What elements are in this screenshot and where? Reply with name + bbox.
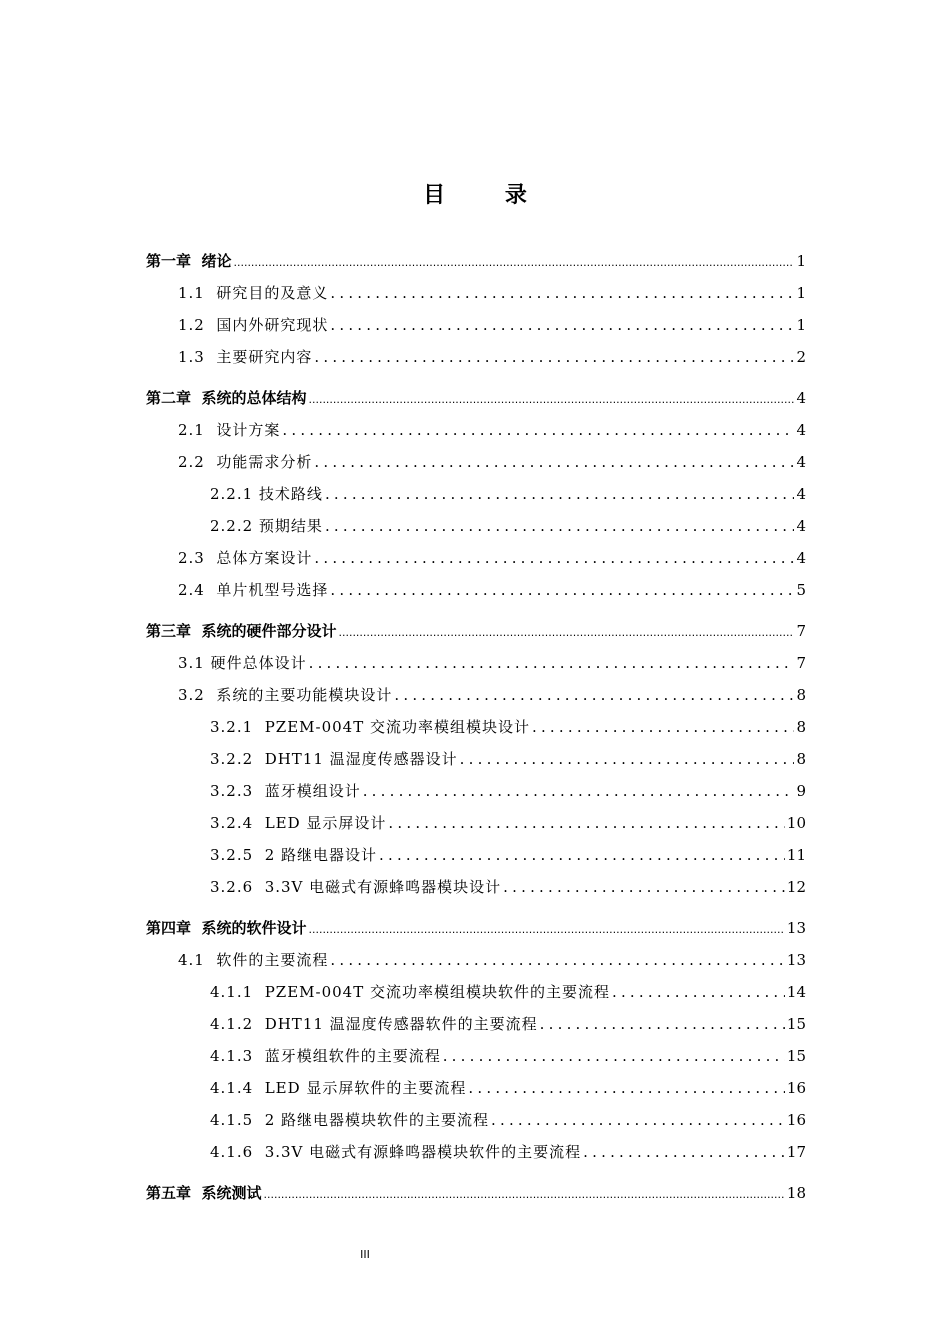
toc-dot-leader <box>394 679 794 711</box>
toc-entry-subsection[interactable] <box>146 839 806 871</box>
toc-entry-page-number: 2 <box>796 348 806 366</box>
toc-entry-title: 2.3 总体方案设计 <box>178 549 313 567</box>
toc-entry-title: 2.1 设计方案 <box>178 421 281 439</box>
toc-entry-title: 2.2.2 预期结果 <box>210 517 323 535</box>
toc-entry-page-number: 7 <box>796 622 806 640</box>
toc-entry-subsection[interactable] <box>146 478 806 510</box>
toc-entry-subsection[interactable] <box>146 743 806 775</box>
toc-entry-page-number: 1 <box>796 252 806 270</box>
toc-entry-chapter[interactable] <box>146 912 806 944</box>
toc-entry-page-number: 11 <box>786 846 806 864</box>
toc-entry-title: 2.2.1 技术路线 <box>210 485 323 503</box>
toc-dot-leader <box>330 574 794 606</box>
toc-entry-title: 4.1.1 PZEM-004T 交流功率模组模块软件的主要流程 <box>210 983 610 1001</box>
toc-dot-leader <box>338 615 794 649</box>
toc-entry-section[interactable] <box>146 944 806 976</box>
toc-entry-page-number: 9 <box>796 782 806 800</box>
toc-entry-section[interactable] <box>146 574 806 606</box>
toc-entry-section[interactable] <box>146 446 806 478</box>
toc-entry-subsection[interactable] <box>146 976 806 1008</box>
toc-dot-leader <box>612 976 785 1008</box>
toc-entry-page-number: 17 <box>786 1143 806 1161</box>
toc-entry-page-number: 15 <box>786 1047 806 1065</box>
toc-dot-leader <box>308 912 784 946</box>
toc-entry-page-number: 15 <box>786 1015 806 1033</box>
toc-entry-page-number: 14 <box>786 983 806 1001</box>
toc-entry-subsection[interactable] <box>146 1072 806 1104</box>
toc-entry-page-number: 10 <box>786 814 806 832</box>
toc-dot-leader <box>233 245 794 279</box>
toc-entry-chapter[interactable] <box>146 615 806 647</box>
toc-dot-leader <box>263 1177 784 1211</box>
toc-dot-leader <box>491 1104 785 1136</box>
toc-entry-title: 3.2 系统的主要功能模块设计 <box>178 686 393 704</box>
toc-entry-title: 3.2.4 LED 显示屏设计 <box>210 814 387 832</box>
toc-entry-section[interactable] <box>146 679 806 711</box>
toc-dot-leader <box>330 277 794 309</box>
toc-entry-title: 第一章 绪论 <box>146 252 232 270</box>
toc-entry-title: 第二章 系统的总体结构 <box>146 389 307 407</box>
toc-dot-leader <box>443 1040 785 1072</box>
toc-entry-page-number: 7 <box>796 654 806 672</box>
toc-dot-leader <box>314 341 794 373</box>
toc-entry-title: 3.2.1 PZEM-004T 交流功率模组模块设计 <box>210 718 530 736</box>
toc-entry-title: 4.1 软件的主要流程 <box>178 951 329 969</box>
toc-entry-subsection[interactable] <box>146 711 806 743</box>
toc-dot-leader <box>460 743 795 775</box>
toc-entry-section[interactable] <box>146 341 806 373</box>
toc-dot-leader <box>503 871 785 903</box>
toc-entry-page-number: 1 <box>796 316 806 334</box>
toc-entry-subsection[interactable] <box>146 510 806 542</box>
toc-entry-page-number: 16 <box>786 1079 806 1097</box>
footer-page-number: III <box>360 1248 370 1261</box>
toc-entry-page-number: 13 <box>786 951 806 969</box>
toc-entry-title: 第三章 系统的硬件部分设计 <box>146 622 337 640</box>
toc-dot-leader <box>309 647 795 679</box>
toc-entry-title: 4.1.5 2 路继电器模块软件的主要流程 <box>210 1111 490 1129</box>
toc-entry-title: 1.1 研究目的及意义 <box>178 284 329 302</box>
toc-dot-leader <box>583 1136 785 1168</box>
toc-entry-page-number: 4 <box>796 485 806 503</box>
toc-dot-leader <box>330 944 785 976</box>
toc-entry-page-number: 8 <box>796 686 806 704</box>
toc-entry-page-number: 4 <box>796 389 806 407</box>
toc-dot-leader <box>330 309 794 341</box>
page-title: 目 录 <box>423 183 553 208</box>
toc-dot-leader <box>308 382 794 416</box>
toc-entry-page-number: 16 <box>786 1111 806 1129</box>
toc-dot-leader <box>363 775 795 807</box>
toc-entry-page-number: 8 <box>796 750 806 768</box>
toc-entry-chapter[interactable] <box>146 382 806 414</box>
toc-entry-subsection[interactable] <box>146 1136 806 1168</box>
toc-dot-leader <box>314 446 794 478</box>
toc-entry-title: 4.1.2 DHT11 温湿度传感器软件的主要流程 <box>210 1015 538 1033</box>
toc-entry-page-number: 12 <box>786 878 806 896</box>
toc-entry-title: 4.1.3 蓝牙模组软件的主要流程 <box>210 1047 441 1065</box>
toc-entry-title: 4.1.6 3.3V 电磁式有源蜂鸣器模块软件的主要流程 <box>210 1143 582 1161</box>
toc-entry-title: 3.1 硬件总体设计 <box>178 654 307 672</box>
toc-entry-subsection[interactable] <box>146 1008 806 1040</box>
toc-dot-leader <box>314 542 794 574</box>
toc-entry-subsection[interactable] <box>146 775 806 807</box>
toc-entry-title: 3.2.5 2 路继电器设计 <box>210 846 378 864</box>
toc-dot-leader <box>325 510 795 542</box>
toc-entry-title: 第五章 系统测试 <box>146 1184 262 1202</box>
toc-entry-page-number: 4 <box>796 517 806 535</box>
toc-dot-leader <box>388 807 784 839</box>
toc-entry-page-number: 4 <box>796 453 806 471</box>
toc-entry-subsection[interactable] <box>146 1040 806 1072</box>
toc-entry-section[interactable] <box>146 277 806 309</box>
toc-entry-page-number: 1 <box>796 284 806 302</box>
toc-entry-title: 1.3 主要研究内容 <box>178 348 313 366</box>
toc-entry-title: 第四章 系统的软件设计 <box>146 919 307 937</box>
toc-dot-leader <box>468 1072 784 1104</box>
toc-entry-page-number: 18 <box>786 1184 806 1202</box>
toc-entry-title: 2.4 单片机型号选择 <box>178 581 329 599</box>
toc-entry-title: 1.2 国内外研究现状 <box>178 316 329 334</box>
toc-entry-subsection[interactable] <box>146 871 806 903</box>
toc-entry-subsection[interactable] <box>146 807 806 839</box>
toc-entry-section[interactable] <box>146 647 806 679</box>
toc-dot-leader <box>532 711 794 743</box>
table-of-contents <box>146 245 806 1209</box>
toc-entry-page-number: 13 <box>786 919 806 937</box>
toc-entry-title: 3.2.3 蓝牙模组设计 <box>210 782 361 800</box>
toc-entry-chapter[interactable] <box>146 245 806 277</box>
toc-entry-subsection[interactable] <box>146 1104 806 1136</box>
toc-dot-leader <box>379 839 785 871</box>
toc-entry-page-number: 8 <box>796 718 806 736</box>
toc-entry-title: 3.2.6 3.3V 电磁式有源蜂鸣器模块设计 <box>210 878 502 896</box>
toc-entry-page-number: 4 <box>796 549 806 567</box>
toc-entry-chapter[interactable] <box>146 1177 806 1209</box>
toc-dot-leader <box>325 478 795 510</box>
toc-entry-title: 2.2 功能需求分析 <box>178 453 313 471</box>
toc-dot-leader <box>540 1008 785 1040</box>
toc-entry-page-number: 5 <box>796 581 806 599</box>
toc-entry-title: 4.1.4 LED 显示屏软件的主要流程 <box>210 1079 467 1097</box>
toc-entry-section[interactable] <box>146 414 806 446</box>
toc-entry-page-number: 4 <box>796 421 806 439</box>
toc-entry-section[interactable] <box>146 542 806 574</box>
toc-dot-leader <box>282 414 794 446</box>
toc-entry-section[interactable] <box>146 309 806 341</box>
toc-entry-title: 3.2.2 DHT11 温湿度传感器设计 <box>210 750 458 768</box>
